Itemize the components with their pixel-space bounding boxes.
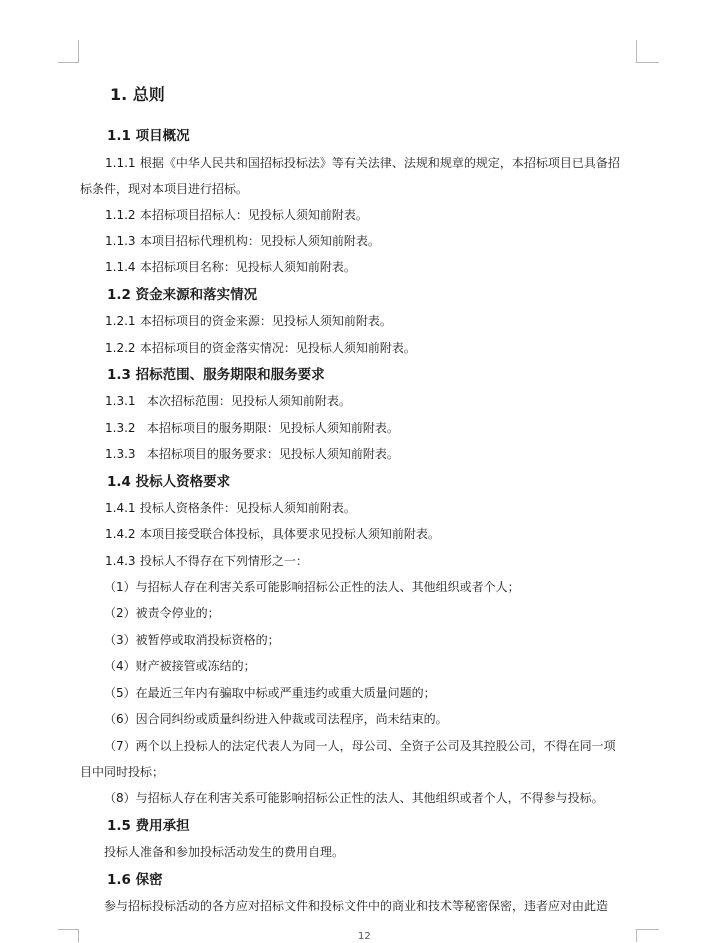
paragraph-1-4-2 [105, 526, 440, 542]
list-item-2: （2）被责令停业的； [104, 606, 220, 620]
clause-number: 1.1.3 [105, 234, 136, 248]
list-item-3: （3）被暂停或取消投标资格的； [104, 633, 280, 647]
list-item-4: （4）财产被接管或冻结的； [104, 659, 256, 673]
page-number: 12 [358, 931, 371, 942]
clause-text: 本招标项目的服务期限：见投标人须知前附表。 [146, 421, 399, 435]
clause-number: 1.1.4 [105, 260, 136, 274]
list-item-6: （6）因合同纠纷或质量纠纷进入仲裁或司法程序，尚未结束的。 [104, 712, 448, 726]
margin-mark-top-right [636, 40, 659, 63]
paragraph-1-2-1 [105, 313, 392, 329]
paragraph-1-1-1 [105, 155, 620, 171]
paragraph-1-4-1 [105, 500, 356, 516]
section-heading-1-3: 1.3 招标范围、服务期限和服务要求 [107, 367, 325, 383]
clause-text: 根据《中华人民共和国招标投标法》等有关法律、法规和规章的规定，本招标项目已具备招 [139, 156, 620, 170]
clause-number: 1.3.1 [105, 394, 136, 408]
paragraph-1-1-2 [105, 207, 368, 223]
paragraph-1-2-2 [105, 340, 416, 356]
clause-number: 1.4.3 [105, 554, 136, 568]
paragraph-1-3-1 [105, 393, 351, 409]
clause-number: 1.4.2 [105, 527, 136, 541]
clause-text: 本招标项目的服务要求：见投标人须知前附表。 [146, 447, 399, 461]
list-item-5: （5）在最近三年内有骗取中标或严重违约或重大质量问题的； [104, 686, 436, 700]
section-heading-1-5: 1.5 费用承担 [107, 818, 190, 834]
clause-text: 本招标项目的资金来源：见投标人须知前附表。 [139, 314, 392, 328]
paragraph-1-1-1-continuation: 标条件，现对本项目进行招标。 [80, 182, 249, 196]
clause-text: 投标人资格条件：见投标人须知前附表。 [139, 501, 356, 515]
paragraph-1-1-3 [105, 233, 380, 249]
clause-text: 本项目招标代理机构：见投标人须知前附表。 [139, 234, 380, 248]
section-heading-1-2: 1.2 资金来源和落实情况 [107, 287, 258, 303]
clause-text: 本招标项目的资金落实情况：见投标人须知前附表。 [139, 341, 416, 355]
clause-number: 1.4.1 [105, 501, 136, 515]
clause-text: 本项目接受联合体投标，具体要求见投标人须知前附表。 [139, 527, 440, 541]
list-item-7: （7）两个以上投标人的法定代表人为同一人，母公司、全资子公司及其控股公司，不得在同一项 [104, 739, 616, 753]
paragraph-1-6: 参与招标投标活动的各方应对招标文件和投标文件中的商业和技术等秘密保密，违者应对由此造 [104, 899, 609, 913]
list-item-8: （8）与招标人存在利害关系可能影响招标公正性的法人、其他组织或者个人，不得参与投标。 [104, 791, 604, 805]
clause-number: 1.3.3 [105, 447, 136, 461]
section-heading-1-1: 1.1 项目概况 [107, 128, 190, 144]
clause-text: 投标人不得存在下列情形之一： [139, 554, 308, 568]
clause-number: 1.1.1 [105, 156, 136, 170]
clause-number: 1.3.2 [105, 421, 136, 435]
margin-mark-bottom-right [636, 929, 659, 942]
chapter-title: 1. 总则 [110, 85, 165, 104]
paragraph-1-1-4 [105, 259, 356, 275]
clause-text: 本招标项目名称：见投标人须知前附表。 [139, 260, 356, 274]
paragraph-1-3-3 [105, 446, 399, 462]
margin-mark-top-left [58, 40, 79, 63]
paragraph-1-3-2 [105, 420, 399, 436]
list-item-7-continuation: 目中同时投标； [80, 765, 165, 779]
clause-number: 1.2.1 [105, 314, 136, 328]
clause-number: 1.1.2 [105, 208, 136, 222]
clause-number: 1.2.2 [105, 341, 136, 355]
paragraph-1-4-3 [105, 553, 308, 569]
paragraph-1-5: 投标人准备和参加投标活动发生的费用自理。 [104, 845, 345, 859]
clause-text: 本次招标范围：见投标人须知前附表。 [146, 394, 351, 408]
list-item-1: （1）与招标人存在利害关系可能影响招标公正性的法人、其他组织或者个人； [104, 580, 520, 594]
section-heading-1-4: 1.4 投标人资格要求 [107, 474, 231, 490]
clause-text: 本招标项目招标人：见投标人须知前附表。 [139, 208, 368, 222]
section-heading-1-6: 1.6 保密 [107, 872, 163, 888]
margin-mark-bottom-left [58, 929, 79, 942]
